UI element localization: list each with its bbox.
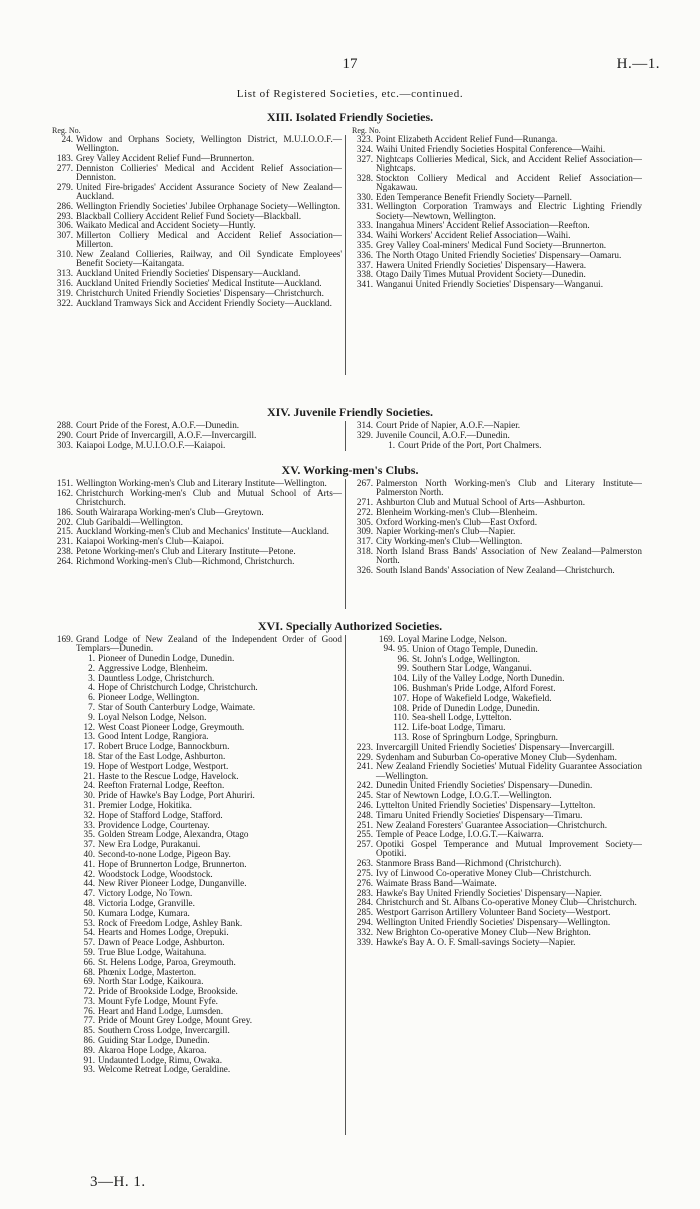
registration-number: 99.: [397, 663, 409, 674]
society-name: South Wairarapa Working-men's Club—Greytown.: [76, 506, 264, 517]
society-name: Dawn of Peace Lodge, Ashburton.: [98, 937, 225, 948]
registration-number: 322.: [56, 297, 73, 308]
society-name: Inangahua Miners' Accident Relief Association—Reefton.: [376, 220, 590, 231]
registration-number: 238.: [56, 545, 73, 556]
registration-number: 17.: [83, 741, 95, 752]
registration-number: 294.: [356, 916, 373, 927]
society-name: Southern Cross Lodge, Invercargill.: [98, 1025, 230, 1036]
reg-no-label-left: Reg. No.: [52, 126, 81, 135]
registration-number: 255.: [356, 829, 373, 840]
registration-number: 19.: [83, 760, 95, 771]
society-name: Westport Garrison Artillery Volunteer Band Society—Westport.: [376, 907, 611, 918]
registration-number: 9.: [88, 711, 95, 722]
registration-number: 331.: [356, 201, 373, 212]
registration-number: 86.: [83, 1035, 95, 1046]
registration-number: 303.: [56, 439, 73, 450]
registration-number: 169.: [56, 634, 73, 644]
society-name: The North Otago United Friendly Societies' Dispensary—Oamaru.: [376, 249, 622, 260]
registration-number: 288.: [56, 420, 73, 430]
society-entry: [352, 566, 642, 575]
registration-number: 53.: [83, 917, 95, 928]
reg-no-label-right: Reg. No.: [352, 126, 381, 135]
section-heading-working: XV. Working-men's Clubs.: [281, 463, 419, 477]
society-name: Star of Newtown Lodge, I.O.G.T.—Wellington.: [376, 790, 552, 801]
society-name: Auckland Tramways Sick and Accident Friendly Society—Auckland.: [76, 297, 332, 308]
registration-number: 33.: [83, 819, 95, 830]
registration-number: 40.: [83, 848, 95, 859]
society-entry: [52, 135, 342, 153]
registration-number: 2.: [88, 662, 95, 673]
society-name: Union of Otago Temple, Dunedin.: [412, 643, 538, 654]
registration-number: 59.: [83, 946, 95, 957]
society-name: Providence Lodge, Courtenay.: [98, 819, 210, 830]
registration-number: 264.: [56, 555, 73, 566]
society-name: Dauntless Lodge, Christchurch.: [98, 672, 215, 683]
registration-number: 272.: [356, 506, 373, 517]
society-name: Kumara Lodge, Kumara.: [98, 907, 190, 918]
society-name: Court Pride of the Port, Port Chalmers.: [398, 439, 542, 450]
society-name: Wellington Friendly Societies' Jubilee Orphanage Society—Wellington.: [76, 200, 341, 211]
society-name: Wellington Corporation Tramways and Electric Lighting Friendly Society—Newtown, Wellington.: [376, 201, 642, 221]
registration-number: 317.: [356, 536, 373, 547]
society-name: Sydenham and Suburban Co-operative Money Club—Sydenham.: [376, 751, 617, 762]
registration-number: 245.: [356, 790, 373, 801]
registration-number: 73.: [83, 995, 95, 1006]
juvenile-right-column: [352, 421, 642, 450]
society-name: New Brighton Co-operative Money Club—New Brighton.: [376, 926, 591, 937]
registration-number: 336.: [356, 249, 373, 260]
society-name: Auckland United Friendly Societies' Dispensary—Auckland.: [76, 268, 301, 279]
registration-number: 85.: [83, 1025, 95, 1036]
society-name: Kaiapoi Working-men's Club—Kaiapoi.: [76, 536, 224, 547]
registration-number: 332.: [356, 926, 373, 937]
registration-number: 77.: [83, 1015, 95, 1026]
registration-number: 106.: [392, 682, 409, 693]
registration-number: 42.: [83, 868, 95, 879]
society-entry: [52, 183, 342, 201]
society-entry: [52, 635, 342, 653]
society-entry: [52, 299, 342, 308]
society-name: Petone Working-men's Club and Literary Institute—Petone.: [76, 545, 296, 556]
registration-number: 89.: [83, 1044, 95, 1055]
society-name: Hope of Wakefield Lodge, Wakefield.: [412, 692, 552, 703]
society-name: Widow and Orphans Society, Wellington District, M.U.I.O.O.F.—Wellington.: [76, 134, 342, 154]
society-name: Welcome Retreat Lodge, Geraldine.: [98, 1064, 231, 1075]
society-name: Nightcaps Collieries Medical, Sick, and Accident Relief Association—Nightcaps.: [376, 153, 642, 173]
registration-number: 242.: [356, 780, 373, 791]
registration-number: 341.: [356, 279, 373, 290]
society-name: Auckland United Friendly Societies' Medical Institute—Auckland.: [76, 277, 322, 288]
registration-number: 110.: [393, 712, 409, 723]
society-name: Pride of Hawke's Bay Lodge, Port Ahuriri.: [98, 790, 255, 801]
registration-number: 113.: [393, 731, 409, 742]
registration-number: 339.: [356, 936, 373, 947]
registration-number: 279.: [56, 181, 73, 192]
society-name: Invercargill United Friendly Societies' Dispensary—Invercargill.: [376, 741, 615, 752]
society-name: Richmond Working-men's Club—Richmond, Christchurch.: [76, 555, 295, 566]
society-name: Timaru United Friendly Societies' Dispensary—Timaru.: [376, 809, 583, 820]
society-name: New Zealand Collieries, Railway, and Oil Syndicate Employees' Benefit Society—Kaitangata.: [76, 249, 342, 269]
society-name: Pioneer Lodge, Wellington.: [98, 692, 200, 703]
working-right-column: [352, 479, 642, 576]
society-entry: [52, 250, 342, 268]
registration-number: 76.: [83, 1005, 95, 1016]
society-name: New Zealand Friendly Societies' Mutual Fidelity Guarantee Association—Wellington.: [376, 761, 642, 781]
registration-number: 107.: [392, 692, 409, 703]
registration-number: 50.: [83, 907, 95, 918]
registration-number: 162.: [56, 487, 73, 498]
society-entry: [52, 899, 342, 908]
society-name: New River Pioneer Lodge, Dunganville.: [98, 878, 247, 889]
society-name: Star of South Canterbury Lodge, Waimate.: [98, 701, 256, 712]
society-name: Southern Star Lodge, Wanganui.: [412, 663, 532, 674]
registration-number: 151.: [56, 478, 73, 488]
society-entry: [52, 489, 342, 507]
registration-number: 306.: [56, 220, 73, 231]
column-divider: [345, 479, 346, 609]
registration-number: 24.: [61, 134, 73, 144]
registration-number: 333.: [356, 220, 373, 231]
society-name: Stanmore Brass Band—Richmond (Christchurch).: [376, 858, 562, 869]
registration-number: 338.: [356, 269, 373, 280]
society-name: Opotiki Gospel Temperance and Mutual Improvement Society—Opotiki.: [376, 839, 642, 859]
section-heading-juvenile: XIV. Juvenile Friendly Societies.: [266, 405, 434, 419]
society-name: Christchurch Working-men's Club and Mutual School of Arts—Christchurch.: [76, 487, 342, 507]
registration-number: 108.: [392, 702, 409, 713]
society-name: Pioneer of Dunedin Lodge, Dunedin.: [98, 653, 235, 663]
society-entry: [352, 155, 642, 173]
registration-number: 1.: [88, 653, 95, 663]
registration-number: 21.: [83, 770, 95, 781]
society-name: Rock of Freedom Lodge, Ashley Bank.: [98, 917, 243, 928]
section-heading-specially: XVI. Specially Authorized Societies.: [257, 619, 443, 633]
registration-number: 275.: [356, 867, 373, 878]
specially-left-column: [52, 635, 342, 1075]
registration-number: 241.: [356, 761, 373, 772]
society-name: Life-boat Lodge, Timaru.: [412, 722, 506, 733]
society-name: Blackball Colliery Accident Relief Fund Society—Blackball.: [76, 210, 302, 221]
registration-number: 4.: [88, 682, 95, 693]
society-name: Lily of the Valley Lodge, North Dunedin.: [412, 673, 565, 684]
society-name: Denniston Collieries' Medical and Accident Relief Association—Denniston.: [76, 162, 342, 182]
registration-number: 276.: [356, 877, 373, 888]
registration-number: 69.: [83, 976, 95, 987]
society-name: Temple of Peace Lodge, I.O.G.T.—Kaiwarra.: [376, 829, 544, 840]
society-name: Waimate Brass Band—Waimate.: [376, 877, 497, 888]
society-name: Aggressive Lodge, Blenheim.: [98, 662, 208, 673]
registration-number: 112.: [393, 722, 409, 733]
society-name: Hope of Stafford Lodge, Stafford.: [98, 809, 223, 820]
registration-number: 91.: [83, 1054, 95, 1065]
registration-number: 1.: [388, 439, 395, 450]
registration-number: 314.: [356, 420, 373, 430]
society-name: Juvenile Council, A.O.F.—Dunedin.: [376, 429, 510, 440]
document-reference: H.—1.: [616, 56, 660, 72]
society-name: Oxford Working-men's Club—East Oxford.: [376, 516, 537, 527]
society-name: Blenheim Working-men's Club—Blenheim.: [376, 506, 538, 517]
society-entry: [352, 441, 642, 450]
society-name: Christchurch United Friendly Societies' Dispensary—Christchurch.: [76, 287, 324, 298]
society-name: Grand Lodge of New Zealand of the Independent Order of Good Templars—Dunedin.: [76, 634, 342, 654]
registration-number: 48.: [83, 897, 95, 908]
registration-number: 319.: [56, 287, 73, 298]
society-name: Heart and Hand Lodge, Lumsden.: [98, 1005, 224, 1016]
society-entry: [352, 762, 642, 780]
column-divider: [345, 135, 346, 375]
registration-number: 202.: [56, 516, 73, 527]
registration-number: 57.: [83, 937, 95, 948]
registration-number: 229.: [356, 751, 373, 762]
society-name: Star of the East Lodge, Ashburton.: [98, 750, 226, 761]
registration-number: 7.: [88, 701, 95, 712]
isolated-right-column: [352, 135, 642, 290]
society-entry: [52, 791, 342, 800]
society-name: Victory Lodge, No Town.: [98, 888, 193, 899]
section-heading-isolated: XIII. Isolated Friendly Societies.: [266, 110, 434, 124]
registration-number: 72.: [83, 986, 95, 997]
society-name: Court Pride of Invercargill, A.O.F.—Invercargill.: [76, 429, 257, 440]
society-name: Point Elizabeth Accident Relief Fund—Runanga.: [376, 134, 558, 144]
society-name: Grey Valley Accident Relief Fund—Brunnerton.: [76, 153, 255, 163]
society-entry: [352, 479, 642, 497]
society-name: Pride of Mount Grey Lodge, Mount Grey.: [98, 1015, 253, 1026]
registration-number: 30.: [83, 790, 95, 801]
society-name: Ivy of Linwood Co-operative Money Club—Christchurch.: [376, 867, 592, 878]
registration-number: 316.: [56, 277, 73, 288]
column-divider: [345, 421, 346, 451]
registration-number: 313.: [56, 268, 73, 279]
society-name: Wanganui United Friendly Societies' Dispensary—Wanganui.: [376, 279, 604, 290]
registration-number: 290.: [56, 429, 73, 440]
registration-number: 285.: [356, 907, 373, 918]
society-name: Golden Stream Lodge, Alexandra, Otago: [98, 829, 249, 840]
registration-number: 263.: [356, 858, 373, 869]
society-entry: [352, 202, 642, 220]
registration-number: 215.: [56, 526, 73, 537]
society-name: Akaroa Hope Lodge, Akaroa.: [98, 1044, 207, 1055]
registration-number: 326.: [356, 564, 373, 575]
society-name: St. Helens Lodge, Paroa, Greymouth.: [98, 956, 236, 967]
society-entry: [352, 938, 642, 947]
society-name: Wellington United Friendly Societies' Dispensary—Wellington.: [376, 916, 611, 927]
society-name: North Island Brass Bands' Association of New Zealand—Palmerston North.: [376, 545, 642, 566]
society-name: Woodstock Lodge, Woodstock.: [98, 868, 213, 879]
registration-number: 267.: [356, 478, 373, 488]
registration-number: 66.: [83, 956, 95, 967]
registration-number: 32.: [83, 809, 95, 820]
registration-number: 104.: [392, 673, 409, 684]
society-entry: [52, 1065, 342, 1074]
society-name: Undaunted Lodge, Rimu, Owaka.: [98, 1054, 223, 1065]
society-name: Stockton Colliery Medical and Accident Relief Association—Ngakawau.: [376, 172, 642, 192]
list-title: List of Registered Societies, etc.—continued.: [236, 88, 464, 100]
registration-number: 328.: [356, 172, 373, 183]
society-name: Pride of Dunedin Lodge, Dunedin.: [412, 702, 540, 713]
society-name: Phœnix Lodge, Masterton.: [98, 966, 196, 977]
registration-number: 35.: [83, 829, 95, 840]
registration-number: 44.: [83, 878, 95, 889]
registration-number: 54.: [83, 927, 95, 938]
society-name: New Era Lodge, Purakanui.: [98, 839, 201, 850]
society-name: Waihi United Friendly Societies Hospital Conference—Waihi.: [376, 143, 606, 154]
society-name: Wellington Working-men's Club and Literary Institute—Wellington.: [76, 478, 327, 488]
registration-number: 246.: [356, 799, 373, 810]
registration-number: 6.: [88, 692, 95, 703]
registration-number: 37.: [83, 839, 95, 850]
registration-number: 284.: [356, 897, 373, 908]
registration-number: 31.: [83, 799, 95, 810]
registration-number: 257.: [356, 839, 373, 850]
registration-number: 12.: [83, 721, 95, 732]
society-name: Victoria Lodge, Granville.: [98, 897, 195, 908]
registration-number: 335.: [356, 239, 373, 250]
page-number: 17: [342, 56, 358, 72]
society-entry: [52, 557, 342, 566]
footer-reference: 3—H. 1.: [90, 1174, 146, 1190]
society-name: Robert Bruce Lodge, Bannockburn.: [98, 741, 230, 752]
society-name: Reefton Fraternal Lodge, Reefton.: [98, 780, 225, 791]
registration-number: 286.: [56, 200, 73, 211]
registration-number: 248.: [356, 809, 373, 820]
society-entry: [52, 889, 342, 898]
registration-number: 68.: [83, 966, 95, 977]
society-name: Waihi Workers' Accident Relief Association—Waihi.: [376, 230, 571, 241]
registration-number: 24.: [83, 780, 95, 791]
society-name: Court Pride of Napier, A.O.F.—Napier.: [376, 420, 521, 430]
registration-number: 310.: [56, 249, 73, 260]
society-name: Christchurch and St. Albans Co-operative Money Club—Christchurch.: [376, 897, 637, 908]
society-name: Kaiapoi Lodge, M.U.I.O.O.F.—Kaiapoi.: [76, 439, 226, 450]
society-name: North Star Lodge, Kaikoura.: [98, 976, 204, 987]
society-name: United Fire-brigades' Accident Assurance Society of New Zealand—Auckland.: [76, 181, 342, 201]
registration-number: 18.: [83, 750, 95, 761]
society-entry: [352, 547, 642, 565]
registration-number: 309.: [356, 526, 373, 537]
registration-number: 283.: [356, 887, 373, 898]
society-name: Second-to-none Lodge, Pigeon Bay.: [98, 848, 231, 859]
society-name: Napier Working-men's Club—Napier.: [376, 526, 516, 537]
society-name: Hawke's Bay United Friendly Societies' Dispensary—Napier.: [376, 887, 602, 898]
society-name: Loyal Nelson Lodge, Nelson.: [98, 711, 207, 722]
isolated-left-column: [52, 135, 342, 308]
registration-number: 186.: [56, 506, 73, 517]
society-entry: [52, 958, 342, 967]
registration-number: 305.: [356, 516, 373, 527]
registration-number: 223.: [356, 741, 373, 752]
registration-number: 251.: [356, 819, 373, 830]
registration-number: 13.: [83, 731, 95, 742]
society-name: Mount Fyfe Lodge, Mount Fyfe.: [98, 995, 218, 1006]
juvenile-left-column: [52, 421, 342, 450]
society-name: Eden Temperance Benefit Friendly Society—Parnell.: [376, 191, 572, 202]
society-name: City Working-men's Club—Wellington.: [376, 536, 523, 547]
working-left-column: [52, 479, 342, 567]
registration-number: 231.: [56, 536, 73, 547]
society-entry: [352, 840, 642, 858]
registration-number: 337.: [356, 259, 373, 270]
society-entry: [52, 231, 342, 249]
society-name: Loyal Marine Lodge, Nelson.: [398, 634, 507, 644]
society-entry: [52, 879, 342, 888]
society-name: Court Pride of the Forest, A.O.F.—Dunedin.: [76, 420, 240, 430]
society-name: Sea-shell Lodge, Lyttelton.: [412, 712, 512, 723]
society-name: Bushman's Pride Lodge, Alford Forest.: [412, 682, 556, 693]
registration-number: 41.: [83, 858, 95, 869]
registration-number: 293.: [56, 210, 73, 221]
column-divider: [345, 635, 346, 1135]
society-name: Hawera United Friendly Societies' Dispensary—Hawera.: [376, 259, 587, 270]
society-entry: [352, 174, 642, 192]
society-name: Hawke's Bay A. O. F. Small-savings Society—Napier.: [376, 936, 576, 947]
society-name: Auckland Working-men's Club and Mechanics' Institute—Auckland.: [76, 526, 329, 537]
society-name: Otago Daily Times Mutual Provident Society—Dunedin.: [376, 269, 586, 280]
society-name: Haste to the Rescue Lodge, Havelock.: [98, 770, 239, 781]
specially-right-column: [352, 635, 642, 947]
registration-number: 323.: [356, 134, 373, 144]
society-name: West Coast Pioneer Lodge, Greymouth.: [98, 721, 245, 732]
society-name: South Island Bands' Association of New Zealand—Christchurch.: [376, 564, 615, 575]
registration-number: 330.: [356, 191, 373, 202]
society-name: Hope of Brunnerton Lodge, Brunnerton.: [98, 858, 247, 869]
society-name: Millerton Colliery Medical and Accident Relief Association—Millerton.: [76, 230, 342, 250]
society-name: Dunedin United Friendly Societies' Dispensary—Dunedin.: [376, 780, 593, 791]
society-name: Rose of Springburn Lodge, Springburn.: [412, 731, 558, 742]
page-header: [0, 56, 700, 76]
registration-number: 3.: [88, 672, 95, 683]
society-entry: [52, 441, 342, 450]
society-name: Grey Valley Coal-miners' Medical Fund Society—Brunnerton.: [376, 239, 607, 250]
registration-number: 307.: [56, 230, 73, 241]
registration-number: 169. 94.: [378, 634, 395, 654]
society-entry: [52, 164, 342, 182]
registration-number: 324.: [356, 143, 373, 154]
society-entry: [352, 280, 642, 289]
registration-number: 327.: [356, 153, 373, 164]
registration-number: 277.: [56, 162, 73, 173]
registration-number: 318.: [356, 545, 373, 556]
society-name: Club Garibaldi—Wellington.: [76, 516, 183, 527]
registration-number: 96.: [397, 653, 409, 664]
society-name: Pride of Brookside Lodge, Brookside.: [98, 986, 238, 997]
society-name: Premier Lodge, Hokitika.: [98, 799, 192, 810]
society-name: Ashburton Club and Mutual School of Arts—Ashburton.: [376, 497, 586, 507]
registration-number: 47.: [83, 888, 95, 899]
registration-number: 334.: [356, 230, 373, 241]
registration-number: 183.: [56, 153, 73, 163]
registration-number: 93.: [83, 1064, 95, 1075]
registration-number: 271.: [356, 497, 373, 507]
society-name: Palmerston North Working-men's Club and Literary Institute—Palmerston North.: [376, 478, 642, 498]
society-name: Guiding Star Lodge, Dunedin.: [98, 1035, 210, 1046]
society-name: True Blue Lodge, Waitahuna.: [98, 946, 207, 957]
society-name: Lyttelton United Friendly Societies' Dispensary—Lyttelton.: [376, 799, 596, 810]
society-name: Waikato Medical and Accident Society—Huntly.: [76, 220, 256, 231]
society-name: New Zealand Foresters' Guarantee Association—Christchurch.: [376, 819, 608, 830]
society-name: Hope of Westport Lodge, Westport.: [98, 760, 229, 771]
society-name: Good Intent Lodge, Rangiora.: [98, 731, 209, 742]
registration-number: 329.: [356, 429, 373, 440]
registration-number: 95.: [397, 643, 409, 654]
society-name: St. John's Lodge, Wellington.: [412, 653, 520, 664]
society-name: Hope of Christchurch Lodge, Christchurch.: [98, 682, 258, 693]
society-name: Hearts and Homes Lodge, Orepuki.: [98, 927, 229, 938]
